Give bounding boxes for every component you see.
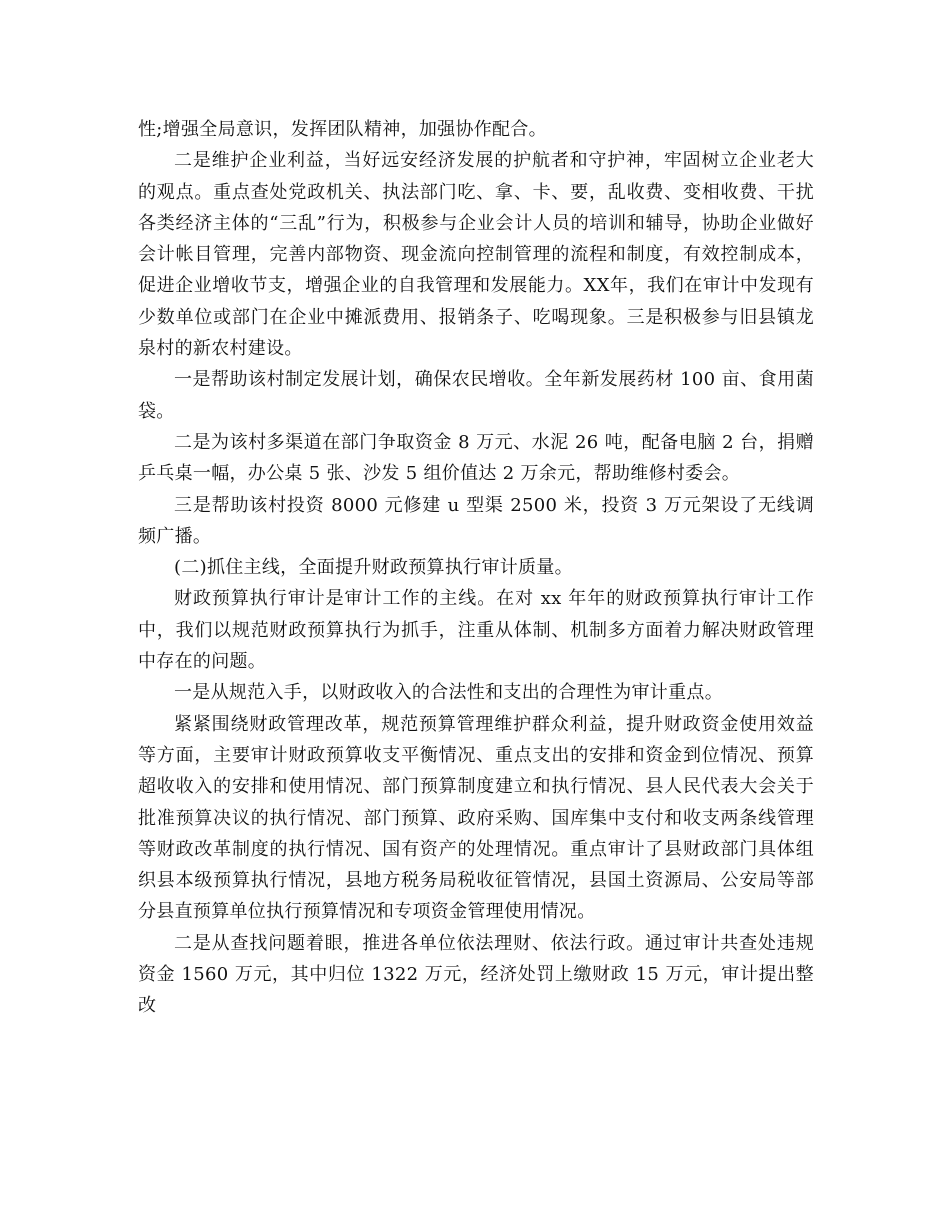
paragraph-3: 一是帮助该村制定发展计划，确保农民增收。全年新发展药材 100 亩、食用菌袋。 <box>138 369 814 422</box>
paragraph-8: 一是从规范入手，以财政收入的合法性和支出的合理性为审计重点。 <box>174 682 723 704</box>
paragraph-9: 紧紧围绕财政管理改革，规范预算管理维护群众利益，提升财政资金使用效益等方面，主要审计财政预算收支平衡情况、重点支出的安排和资金到位情况、预算超收收入的安排和使用情况、部门预算制度建立和执行情况、县人民代表大会关于批准预算决议的执行情况、部门预算、政府采购、国库集中支付和收支两条线管理等财政改革制度的执行情况、国有资产的处理情况。重点审计了县财政部门具体组织县本级预算执行情况，县地方税务局税收征管情况，县国土资源局、公安局等部分县直预算单位执行预算情况和专项资金管理使用情况。 <box>138 713 814 923</box>
paragraph-1: 性;增强全局意识，发挥团队精神，加强协作配合。 <box>138 119 547 140</box>
paragraph-4: 二是为该村多渠道在部门争取资金 8 万元、水泥 26 吨，配备电脑 2 台，捐赠乒乓桌一幅，办公桌 5 张、沙发 5 组价值达 2 万余元，帮助维修村委会。 <box>138 431 814 485</box>
document-body <box>138 114 814 1022</box>
paragraph-7: 财政预算执行审计是审计工作的主线。在对 xx 年年的财政预算执行审计工作中，我们以规范财政预算执行为抓手，注重从体制、机制多方面着力解决财政管理中存在的问题。 <box>138 588 814 673</box>
section-heading: (二)抓住主线，全面提升财政预算执行审计质量。 <box>174 557 573 579</box>
paragraph-10: 二是从查找问题着眼，推进各单位依法理财、依法行政。通过审计共查处违规资金 1560 万元，其中归位 1322 万元，经济处罚上缴财政 15 万元，审计提出整改 <box>138 932 814 1017</box>
paragraph-2: 二是维护企业利益，当好远安经济发展的护航者和守护神，牢固树立企业老大的观点。重点查处党政机关、执法部门吃、拿、卡、要，乱收费、变相收费、干扰各类经济主体的“三乱”行为，积极参与企业会计人员的培训和辅导，协助企业做好会计帐目管理，完善内部物资、现金流向控制管理的流程和制度，有效控制成本，促进企业增收节支，增强企业的自我管理和发展能力。XX年，我们在审计中发现有少数单位或部门在企业中摊派费用、报销条子、吃喝现象。三是积极参与旧县镇龙泉村的新农村建设。 <box>138 150 814 360</box>
paragraph-5: 三是帮助该村投资 8000 元修建 u 型渠 2500 米，投资 3 万元架设了无线调频广播。 <box>138 494 814 547</box>
